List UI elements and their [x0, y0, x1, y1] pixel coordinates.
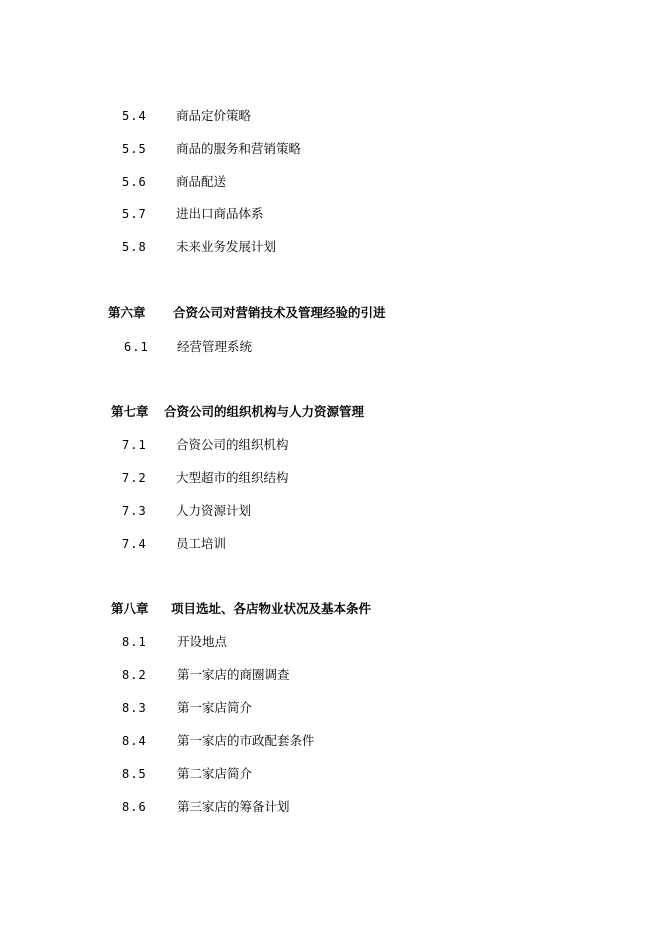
- chapter-title: 项目选址、各店物业状况及基本条件: [171, 601, 372, 616]
- toc-entry-number: 8.2: [122, 668, 147, 682]
- toc-entry-number: 8.3: [122, 701, 147, 715]
- chapter-label: 第八章: [111, 601, 149, 616]
- toc-entry-number: 5.4: [122, 109, 147, 123]
- toc-entry-title: 第一家店简介: [177, 700, 253, 715]
- toc-entry-number: 7.1: [122, 438, 147, 452]
- toc-entry-number: 5.5: [122, 142, 147, 156]
- toc-entry-number: 8.6: [122, 800, 147, 814]
- toc-entry-title: 进出口商品体系: [176, 206, 264, 221]
- toc-entry-number: 7.3: [122, 504, 147, 518]
- toc-entry-title: 商品定价策略: [176, 108, 252, 123]
- toc-entry-title: 商品配送: [176, 174, 227, 189]
- toc-entry-title: 大型超市的组织结构: [176, 470, 289, 485]
- chapter-label: 第六章: [108, 305, 146, 320]
- toc-entry-title: 员工培训: [176, 536, 227, 551]
- toc-entry-title: 商品的服务和营销策略: [176, 141, 302, 156]
- toc-entry-number: 8.4: [122, 734, 147, 748]
- toc-entry-title: 合资公司的组织机构: [176, 437, 289, 452]
- toc-entry-number: 5.6: [122, 175, 147, 189]
- toc-entry-number: 7.4: [122, 537, 147, 551]
- toc-entry-title: 第二家店简介: [177, 766, 253, 781]
- toc-entry-title: 未来业务发展计划: [176, 239, 277, 254]
- toc-entry-number: 5.7: [122, 207, 147, 221]
- toc-entry-title: 第三家店的筹备计划: [177, 799, 290, 814]
- toc-entry-number: 7.2: [122, 471, 147, 485]
- toc-entry-title: 第一家店的市政配套条件: [177, 733, 315, 748]
- toc-entry-number: 6.1: [124, 340, 149, 354]
- chapter-label: 第七章: [111, 404, 149, 419]
- toc-entry-title: 第一家店的商圈调查: [177, 667, 290, 682]
- toc-entry-title: 经营管理系统: [177, 339, 253, 354]
- toc-entry-number: 8.5: [122, 767, 147, 781]
- toc-entry-number: 8.1: [122, 635, 147, 649]
- chapter-title: 合资公司对营销技术及管理经验的引进: [173, 305, 386, 320]
- toc-entry-title: 开设地点: [177, 634, 228, 649]
- chapter-title: 合资公司的组织机构与人力资源管理: [164, 404, 365, 419]
- toc-entry-number: 5.8: [122, 240, 147, 254]
- toc-entry-title: 人力资源计划: [176, 503, 252, 518]
